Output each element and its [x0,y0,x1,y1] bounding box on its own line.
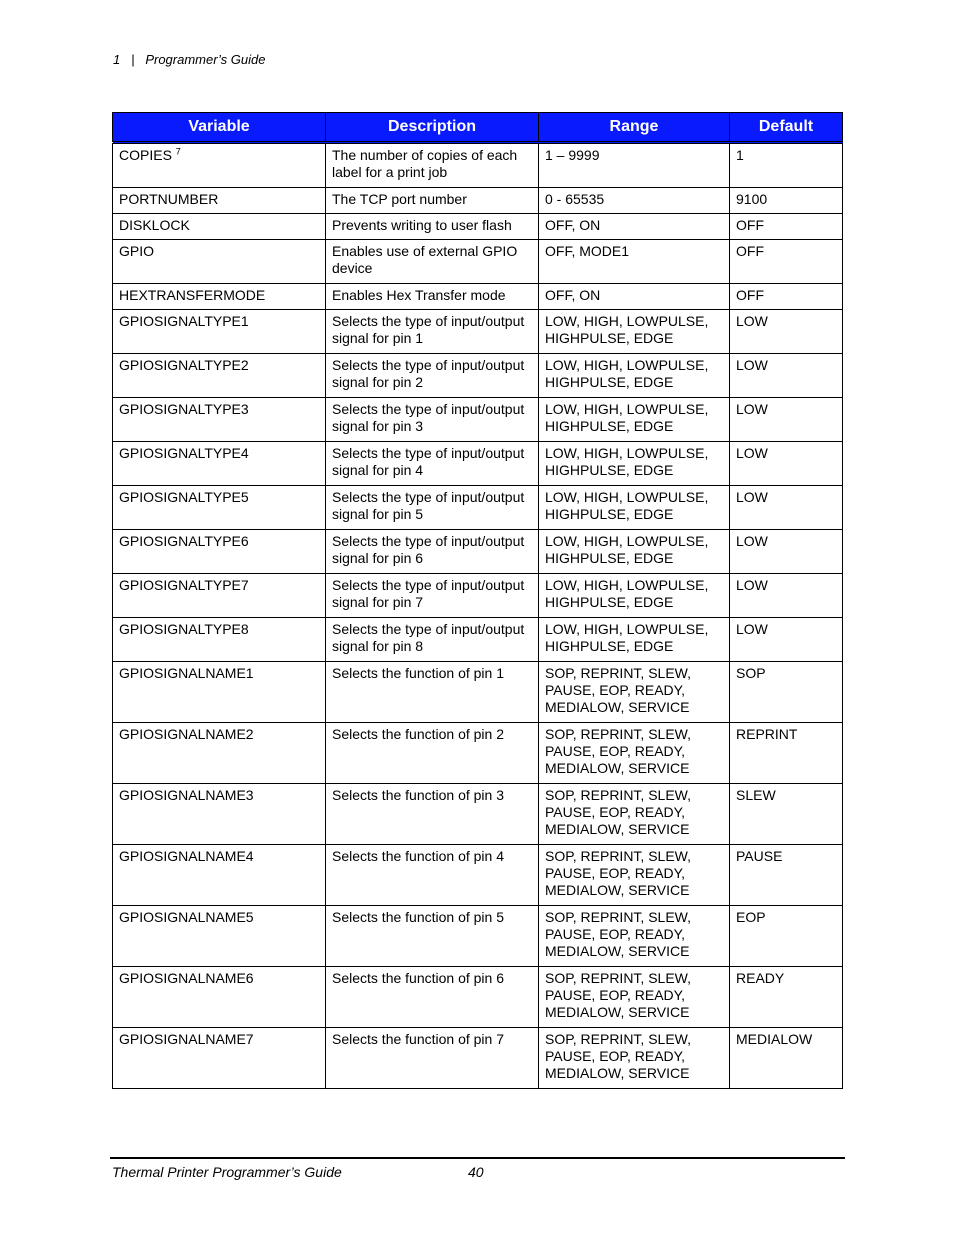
variable-cell: GPIOSIGNALTYPE4 [113,442,326,486]
table-row [113,1028,843,1089]
description-cell: Selects the type of input/output signal for pin 1 [326,310,539,354]
variable-cell: GPIOSIGNALTYPE6 [113,530,326,574]
variable-cell: GPIOSIGNALNAME1 [113,662,326,723]
table-row [113,845,843,906]
variable-cell: GPIO [113,240,326,284]
range-cell: LOW, HIGH, LOWPULSE, HIGHPULSE, EDGE [539,398,730,442]
table-row [113,967,843,1028]
description-cell: Enables Hex Transfer mode [326,284,539,310]
description-cell: Selects the function of pin 2 [326,723,539,784]
range-cell: OFF, ON [539,214,730,240]
column-header-default: Default [730,113,843,143]
default-cell: SLEW [730,784,843,845]
default-cell: LOW [730,618,843,662]
description-cell: Selects the function of pin 3 [326,784,539,845]
column-header-range: Range [539,113,730,143]
range-cell: LOW, HIGH, LOWPULSE, HIGHPULSE, EDGE [539,486,730,530]
table-row [113,214,843,240]
range-cell: OFF, ON [539,284,730,310]
default-cell: LOW [730,398,843,442]
range-cell: OFF, MODE1 [539,240,730,284]
variable-cell: GPIOSIGNALTYPE7 [113,574,326,618]
range-cell: SOP, REPRINT, SLEW, PAUSE, EOP, READY, MEDIALOW, SERVICE [539,662,730,723]
range-cell: SOP, REPRINT, SLEW, PAUSE, EOP, READY, MEDIALOW, SERVICE [539,1028,730,1089]
default-cell: SOP [730,662,843,723]
table-row [113,662,843,723]
range-cell: SOP, REPRINT, SLEW, PAUSE, EOP, READY, MEDIALOW, SERVICE [539,845,730,906]
description-cell: Selects the type of input/output signal for pin 3 [326,398,539,442]
page-number: 40 [468,1164,484,1180]
range-cell: LOW, HIGH, LOWPULSE, HIGHPULSE, EDGE [539,354,730,398]
default-cell: READY [730,967,843,1028]
footer-divider [110,1157,845,1159]
variable-cell: PORTNUMBER [113,188,326,214]
default-cell: EOP [730,906,843,967]
description-cell: The TCP port number [326,188,539,214]
running-header [113,52,266,67]
range-cell: SOP, REPRINT, SLEW, PAUSE, EOP, READY, MEDIALOW, SERVICE [539,967,730,1028]
default-cell: LOW [730,354,843,398]
description-cell: Selects the type of input/output signal for pin 4 [326,442,539,486]
default-cell: REPRINT [730,723,843,784]
header-separator: | [131,52,135,67]
table-row [113,784,843,845]
variable-cell: GPIOSIGNALTYPE3 [113,398,326,442]
table-row [113,906,843,967]
default-cell: MEDIALOW [730,1028,843,1089]
description-cell: Selects the function of pin 4 [326,845,539,906]
table-row [113,486,843,530]
variable-cell: GPIOSIGNALNAME5 [113,906,326,967]
variable-cell [113,143,326,188]
table-row [113,310,843,354]
table-row [113,618,843,662]
range-cell: SOP, REPRINT, SLEW, PAUSE, EOP, READY, MEDIALOW, SERVICE [539,784,730,845]
range-cell: SOP, REPRINT, SLEW, PAUSE, EOP, READY, MEDIALOW, SERVICE [539,906,730,967]
range-cell: SOP, REPRINT, SLEW, PAUSE, EOP, READY, MEDIALOW, SERVICE [539,723,730,784]
description-cell: Selects the function of pin 7 [326,1028,539,1089]
table-row [113,354,843,398]
description-cell: Enables use of external GPIO device [326,240,539,284]
variable-cell: GPIOSIGNALNAME3 [113,784,326,845]
default-cell: LOW [730,442,843,486]
footnote-marker: 7 [175,146,181,157]
description-cell: Selects the function of pin 6 [326,967,539,1028]
default-cell: OFF [730,240,843,284]
description-cell: Selects the type of input/output signal for pin 7 [326,574,539,618]
default-cell: 9100 [730,188,843,214]
description-cell: Selects the type of input/output signal for pin 2 [326,354,539,398]
default-cell: 1 [730,143,843,188]
description-cell: Selects the type of input/output signal for pin 8 [326,618,539,662]
default-cell: LOW [730,310,843,354]
description-cell: Selects the type of input/output signal for pin 5 [326,486,539,530]
variable-cell: GPIOSIGNALTYPE2 [113,354,326,398]
range-cell: 1 – 9999 [539,143,730,188]
footer-title: Thermal Printer Programmer’s Guide [112,1164,342,1180]
range-cell: LOW, HIGH, LOWPULSE, HIGHPULSE, EDGE [539,442,730,486]
table-row [113,240,843,284]
table-header-row [113,113,843,143]
variable-cell: GPIOSIGNALNAME7 [113,1028,326,1089]
description-cell: Prevents writing to user flash [326,214,539,240]
default-cell: LOW [730,530,843,574]
description-cell: Selects the type of input/output signal for pin 6 [326,530,539,574]
column-header-variable: Variable [113,113,326,143]
variable-cell: GPIOSIGNALNAME6 [113,967,326,1028]
description-cell: Selects the function of pin 1 [326,662,539,723]
variable-cell: GPIOSIGNALTYPE1 [113,310,326,354]
variable-cell: GPIOSIGNALNAME2 [113,723,326,784]
table-row [113,574,843,618]
chapter-number: 1 [113,52,121,67]
default-cell: LOW [730,574,843,618]
variable-cell: GPIOSIGNALNAME4 [113,845,326,906]
default-cell: LOW [730,486,843,530]
guide-title: Programmer’s Guide [145,52,266,67]
description-cell: Selects the function of pin 5 [326,906,539,967]
column-header-description: Description [326,113,539,143]
table-row [113,188,843,214]
range-cell: LOW, HIGH, LOWPULSE, HIGHPULSE, EDGE [539,310,730,354]
table-row [113,723,843,784]
table-row [113,442,843,486]
variable-cell: GPIOSIGNALTYPE8 [113,618,326,662]
default-cell: OFF [730,214,843,240]
default-cell: PAUSE [730,845,843,906]
variable-cell: HEXTRANSFERMODE [113,284,326,310]
table-row [113,284,843,310]
description-cell: The number of copies of each label for a print job [326,143,539,188]
table-row [113,143,843,188]
variable-name: COPIES [119,147,172,163]
default-cell: OFF [730,284,843,310]
variable-cell: GPIOSIGNALTYPE5 [113,486,326,530]
table-row [113,530,843,574]
variable-cell: DISKLOCK [113,214,326,240]
range-cell: LOW, HIGH, LOWPULSE, HIGHPULSE, EDGE [539,618,730,662]
variables-table [112,112,843,1089]
range-cell: LOW, HIGH, LOWPULSE, HIGHPULSE, EDGE [539,530,730,574]
table-row [113,398,843,442]
range-cell: 0 - 65535 [539,188,730,214]
range-cell: LOW, HIGH, LOWPULSE, HIGHPULSE, EDGE [539,574,730,618]
